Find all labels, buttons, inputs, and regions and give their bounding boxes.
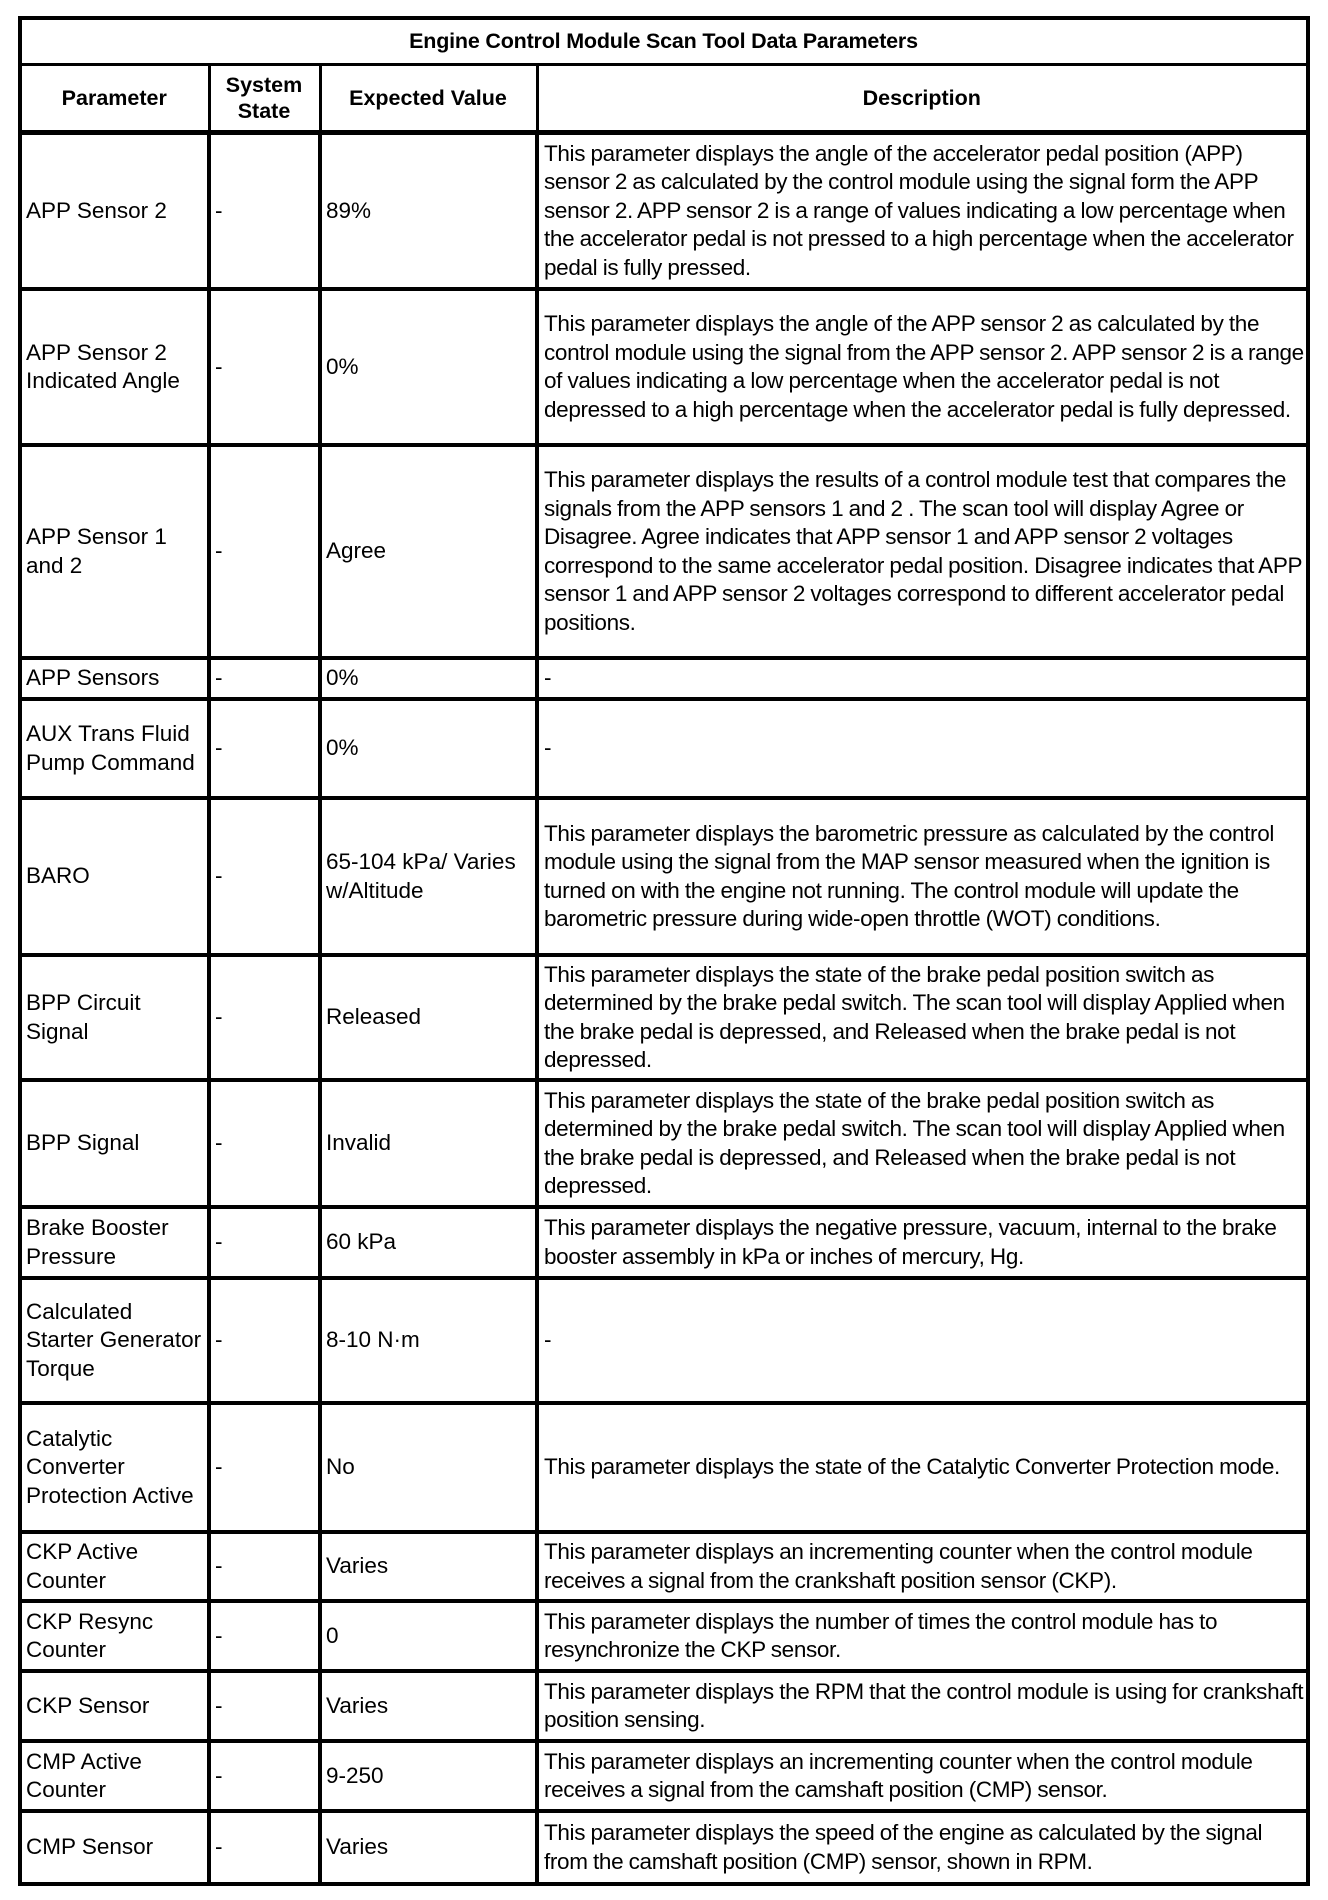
cell-expected-value: Varies	[320, 1671, 537, 1741]
cell-description: This parameter displays the state of the Catalytic Converter Protection mode.	[537, 1403, 1308, 1532]
cell-description: This parameter displays the negative pressure, vacuum, internal to the brake booster assembly in kPa or inches of mercury, Hg.	[537, 1207, 1308, 1278]
cell-parameter: CKP Resync Counter	[20, 1601, 209, 1671]
cell-parameter: AUX Trans Fluid Pump Command	[20, 699, 209, 798]
table-row	[20, 658, 1308, 699]
cell-system-state: -	[209, 699, 320, 798]
cell-system-state: -	[209, 798, 320, 955]
cell-system-state: -	[209, 289, 320, 445]
table-row	[20, 699, 1308, 798]
cell-system-state: -	[209, 1741, 320, 1811]
table-title: Engine Control Module Scan Tool Data Parameters	[20, 18, 1308, 64]
table-row	[20, 289, 1308, 445]
cell-parameter: BPP Signal	[20, 1080, 209, 1207]
cell-parameter: Brake Booster Pressure	[20, 1207, 209, 1278]
cell-system-state: -	[209, 658, 320, 699]
cell-description: -	[537, 658, 1308, 699]
cell-parameter: Calculated Starter Generator Torque	[20, 1278, 209, 1403]
cell-parameter: CKP Active Counter	[20, 1532, 209, 1601]
cell-description: This parameter displays the number of times the control module has to resynchronize the CKP sensor.	[537, 1601, 1308, 1671]
table-row	[20, 1403, 1308, 1532]
cell-system-state: -	[209, 1278, 320, 1403]
cell-expected-value: 0	[320, 1601, 537, 1671]
cell-expected-value: Agree	[320, 445, 537, 658]
cell-expected-value: 0%	[320, 289, 537, 445]
cell-description: -	[537, 1278, 1308, 1403]
cell-expected-value: Released	[320, 955, 537, 1080]
cell-system-state: -	[209, 1403, 320, 1532]
table-row	[20, 1278, 1308, 1403]
cell-parameter: CMP Active Counter	[20, 1741, 209, 1811]
cell-parameter: APP Sensor 1 and 2	[20, 445, 209, 658]
cell-system-state: -	[209, 132, 320, 289]
cell-description: This parameter displays the angle of the APP sensor 2 as calculated by the control module using the signal from the APP sensor 2. APP sensor 2 is a range of values indicating a low percentage when the accelerator pedal is not depressed to a high percentage when the accelerator pedal is fully depressed.	[537, 289, 1308, 445]
cell-system-state: -	[209, 1532, 320, 1601]
cell-description: This parameter displays the RPM that the control module is using for crankshaft position sensing.	[537, 1671, 1308, 1741]
cell-system-state: -	[209, 1811, 320, 1884]
cell-expected-value: 0%	[320, 699, 537, 798]
cell-parameter: Catalytic Converter Protection Active	[20, 1403, 209, 1532]
cell-description: This parameter displays the angle of the accelerator pedal position (APP) sensor 2 as calculated by the control module using the signal form the APP sensor 2. APP sensor 2 is a range of values indicating a low percentage when the accelerator pedal is not pressed to a high percentage when the accelerator pedal is fully pressed.	[537, 132, 1308, 289]
cell-system-state: -	[209, 1601, 320, 1671]
cell-parameter: APP Sensor 2	[20, 132, 209, 289]
cell-system-state: -	[209, 445, 320, 658]
cell-parameter: APP Sensor 2 Indicated Angle	[20, 289, 209, 445]
cell-description: This parameter displays an incrementing counter when the control module receives a signal from the crankshaft position sensor (CKP).	[537, 1532, 1308, 1601]
table-row	[20, 1811, 1308, 1884]
cell-description: This parameter displays the state of the brake pedal position switch as determined by the brake pedal switch. The scan tool will display Applied when the brake pedal is depressed, and Released when the brake pedal is not depressed.	[537, 1080, 1308, 1207]
table-row	[20, 798, 1308, 955]
cell-expected-value: Varies	[320, 1532, 537, 1601]
table-row	[20, 1601, 1308, 1671]
table-row	[20, 1671, 1308, 1741]
cell-parameter: CMP Sensor	[20, 1811, 209, 1884]
cell-system-state: -	[209, 1207, 320, 1278]
cell-expected-value: 0%	[320, 658, 537, 699]
cell-expected-value: 65-104 kPa/ Varies w/Altitude	[320, 798, 537, 955]
header-parameter: Parameter	[20, 64, 209, 132]
table-row	[20, 132, 1308, 289]
cell-expected-value: 89%	[320, 132, 537, 289]
cell-parameter: BPP Circuit Signal	[20, 955, 209, 1080]
cell-description: This parameter displays the state of the brake pedal position switch as determined by the brake pedal switch. The scan tool will display Applied when the brake pedal is depressed, and Released when the brake pedal is not depressed.	[537, 955, 1308, 1080]
cell-expected-value: Varies	[320, 1811, 537, 1884]
cell-parameter: BARO	[20, 798, 209, 955]
cell-description: -	[537, 699, 1308, 798]
table-row	[20, 1741, 1308, 1811]
table-header-row	[20, 64, 1308, 132]
cell-parameter: CKP Sensor	[20, 1671, 209, 1741]
cell-description: This parameter displays the barometric pressure as calculated by the control module using the signal from the MAP sensor measured when the ignition is turned on with the engine not running. The control module will update the barometric pressure during wide-open throttle (WOT) conditions.	[537, 798, 1308, 955]
header-description: Description	[537, 64, 1308, 132]
table-title-row	[20, 18, 1308, 64]
table-row	[20, 955, 1308, 1080]
scan-tool-data-table	[18, 16, 1310, 1886]
cell-parameter: APP Sensors	[20, 658, 209, 699]
cell-description: This parameter displays the speed of the engine as calculated by the signal from the camshaft position (CMP) sensor, shown in RPM.	[537, 1811, 1308, 1884]
cell-expected-value: No	[320, 1403, 537, 1532]
header-expected-value: Expected Value	[320, 64, 537, 132]
header-system-state: System State	[209, 64, 320, 132]
cell-expected-value: 8-10 N·m	[320, 1278, 537, 1403]
cell-description: This parameter displays the results of a control module test that compares the signals from the APP sensors 1 and 2 . The scan tool will display Agree or Disagree. Agree indicates that APP sensor 1 and APP sensor 2 voltages correspond to the same accelerator pedal position. Disagree indicates that APP sensor 1 and APP sensor 2 voltages correspond to different accelerator pedal positions.	[537, 445, 1308, 658]
cell-expected-value: 9-250	[320, 1741, 537, 1811]
cell-expected-value: 60 kPa	[320, 1207, 537, 1278]
cell-expected-value: Invalid	[320, 1080, 537, 1207]
table-row	[20, 1080, 1308, 1207]
cell-system-state: -	[209, 1080, 320, 1207]
cell-system-state: -	[209, 955, 320, 1080]
table-row	[20, 1532, 1308, 1601]
cell-description: This parameter displays an incrementing counter when the control module receives a signal from the camshaft position (CMP) sensor.	[537, 1741, 1308, 1811]
cell-system-state: -	[209, 1671, 320, 1741]
table-row	[20, 445, 1308, 658]
table-row	[20, 1207, 1308, 1278]
